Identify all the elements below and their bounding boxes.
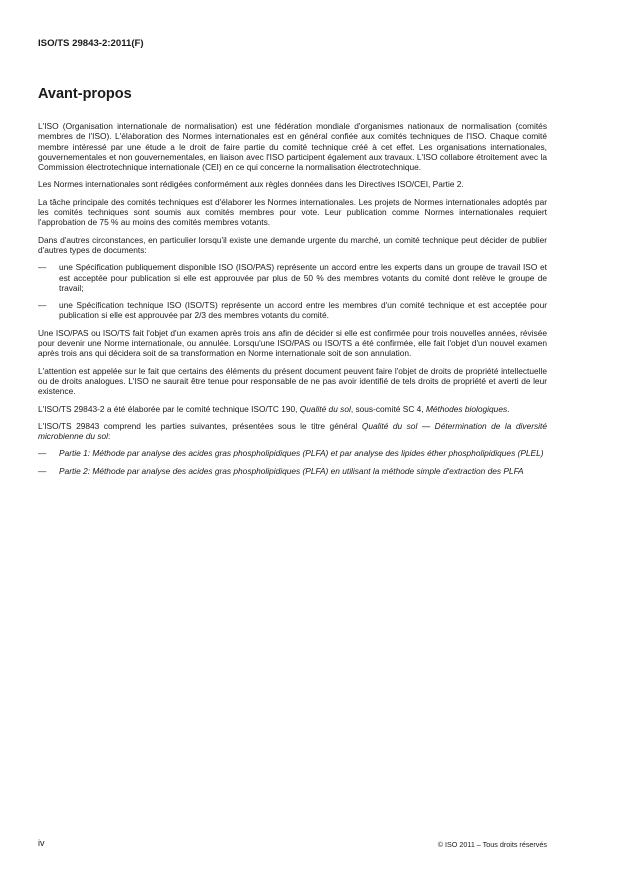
prepared-mid: , sous-comité SC 4, bbox=[350, 403, 426, 414]
dash-marker: — bbox=[38, 465, 47, 476]
dash-marker: — bbox=[38, 448, 47, 459]
document-id-header: ISO/TS 29843-2:2011(F) bbox=[38, 38, 144, 49]
list-item-part-2 bbox=[38, 466, 547, 476]
list-item-iso-ts bbox=[38, 300, 547, 321]
page-number: iv bbox=[38, 838, 45, 848]
list-item-text: Partie 2: Méthode par analyse des acides gras phospholipidiques (PLFA) en utilisant la méthode simple d'extraction des PLFA bbox=[59, 465, 524, 476]
list-item-text: une Spécification publiquement disponible ISO (ISO/PAS) représente un accord entre les experts dans un groupe de travail ISO et est acceptée pour publication si elle est approuvée par plus de 50 % des membres votants du comité dont relève le groupe de travail; bbox=[59, 262, 547, 293]
series-general-title: Qualité du sol — Détermination de la diversité microbienne du sol bbox=[38, 420, 547, 442]
subcommittee-title: Méthodes biologiques bbox=[425, 403, 508, 414]
paragraph-directives: Les Normes internationales sont rédigées conformément aux règles données dans les Directives ISO/CEI, Partie 2. bbox=[38, 179, 464, 190]
committee-title: Qualité du sol bbox=[299, 403, 351, 414]
series-end: : bbox=[108, 431, 111, 442]
paragraph-main-task: La tâche principale des comités techniques est d'élaborer les Normes internationales. Les projets de Normes internationales adoptés par les comités techniques sont soumis aux comités membres pour vote. Leur publication comme Normes internationales requiert l'approbation de 75 % au moins des comités membres votants. bbox=[38, 196, 547, 228]
list-item-part-1 bbox=[38, 448, 547, 458]
copyright-notice: © ISO 2011 – Tous droits réservés bbox=[437, 840, 547, 849]
paragraph-iso-intro: L'ISO (Organisation internationale de normalisation) est une fédération mondiale d'organismes nationaux de normalisation (comités membres de l'ISO). L'élaboration des Normes internationales est en général confiée aux comités techniques de l'ISO. Chaque comité membre intéressé par une étude a le droit de faire partie du comité technique créé à cet effet. Les organisations internationales, gouvernementales et non gouvernementales, en liaison avec l'ISO participent également aux travaux. L'ISO collabore étroitement avec la Commission électrotechnique internationale (CEI) en ce qui concerne la normalisation électrotechnique. bbox=[38, 121, 547, 173]
paragraph-series bbox=[38, 421, 547, 442]
prepared-end: . bbox=[507, 403, 510, 414]
paragraph-patent-notice: L'attention est appelée sur le fait que certains des éléments du présent document peuvent faire l'objet de droits de propriété intellectuelle ou de droits analogues. L'ISO ne saurait être tenue pour responsable de ne pas avoir identifié de tels droits de propriété et averti de leur existence. bbox=[38, 365, 547, 397]
dash-marker: — bbox=[38, 262, 47, 273]
list-item-iso-pas bbox=[38, 262, 547, 293]
page-title: Avant-propos bbox=[38, 86, 132, 102]
foreword-body bbox=[38, 121, 547, 483]
paragraph-prepared-by bbox=[38, 404, 547, 414]
list-item-text: une Spécification technique ISO (ISO/TS) représente un accord entre les membres d'un comité technique et est acceptée pour publication si elle est approuvée par 2/3 des membres votants du comité. bbox=[59, 300, 547, 321]
paragraph-review: Une ISO/PAS ou ISO/TS fait l'objet d'un examen après trois ans afin de décider si elle est confirmée pour trois nouvelles années, révisée pour devenir une Norme internationale, ou annulée. Lorsqu'une ISO/PAS ou ISO/TS a été confirmée, elle fait l'objet d'un nouvel examen après trois ans qui décidera soit de sa transformation en Norme internationale soit de son annulation. bbox=[38, 327, 547, 359]
series-lead: L'ISO/TS 29843 comprend les parties suivantes, présentées sous le titre général bbox=[38, 420, 362, 431]
dash-marker: — bbox=[38, 300, 47, 311]
list-item-text: Partie 1: Méthode par analyse des acides gras phospholipidiques (PLFA) et par analyse des lipides éther phospholipidiques (PLEL) bbox=[59, 448, 544, 459]
paragraph-other-circumstances: Dans d'autres circonstances, en particulier lorsqu'il existe une demande urgente du marché, un comité technique peut décider de publier d'autres types de documents: bbox=[38, 234, 547, 255]
prepared-lead: L'ISO/TS 29843-2 a été élaborée par le comité technique ISO/TC 190, bbox=[38, 403, 300, 414]
